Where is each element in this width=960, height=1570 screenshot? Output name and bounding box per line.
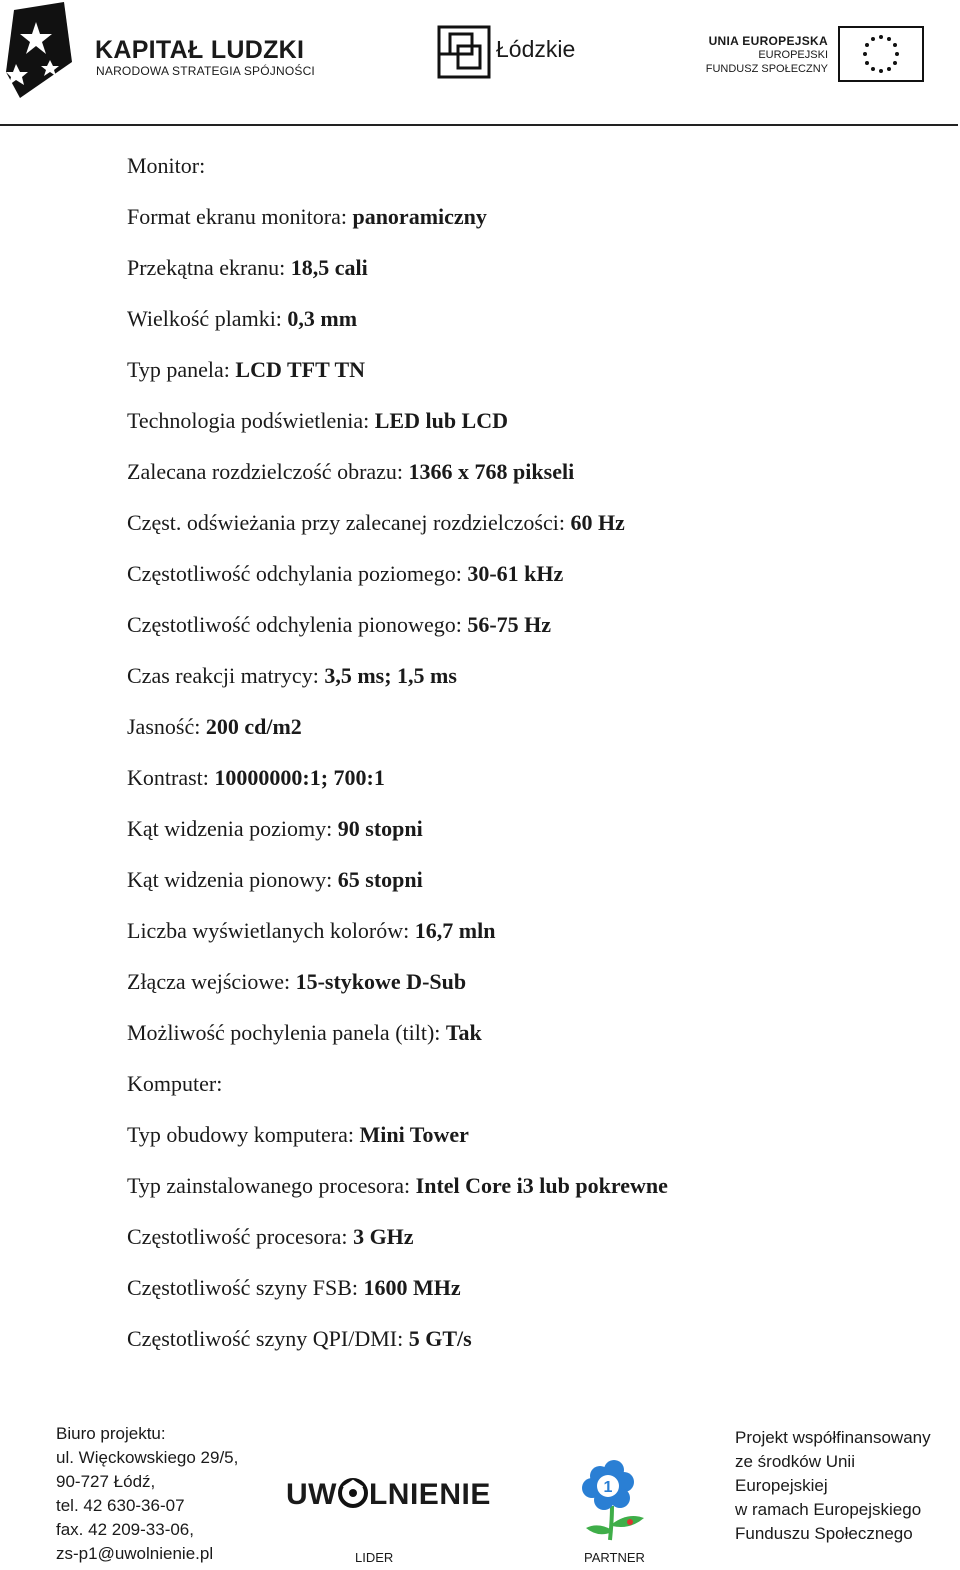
spec-row — [127, 1068, 668, 1119]
spec-label: Częstotliwość odchylenia pionowego: — [127, 612, 468, 637]
spec-value: 10000000:1; 700:1 — [214, 765, 385, 790]
office-address — [56, 1422, 238, 1566]
spec-row — [127, 456, 668, 507]
spec-row — [127, 1272, 668, 1323]
uwolnienie-o-icon — [338, 1478, 368, 1508]
spec-value: 3 GHz — [353, 1224, 414, 1249]
spec-row — [127, 966, 668, 1017]
spec-value: Mini Tower — [359, 1122, 469, 1147]
spec-row — [127, 150, 668, 201]
spec-value: 1600 MHz — [363, 1275, 461, 1300]
spec-value: Tak — [445, 1020, 482, 1045]
spec-row — [127, 252, 668, 303]
spec-value: 18,5 cali — [290, 255, 368, 280]
spec-row — [127, 405, 668, 456]
cofinance-line: w ramach Europejskiego — [735, 1500, 922, 1519]
uwolnienie-logo-part1: UW — [286, 1478, 337, 1511]
spec-label: Format ekranu monitora: — [127, 204, 353, 229]
cofinance-line: Funduszu Społecznego — [735, 1524, 913, 1543]
spec-label: Komputer: — [127, 1071, 223, 1096]
spec-label: Częst. odświeżania przy zalecanej rozdzielczości: — [127, 510, 571, 535]
spec-row — [127, 507, 668, 558]
uwolnienie-logo-part2: LNIENIE — [368, 1478, 491, 1511]
spec-label: Typ obudowy komputera: — [127, 1122, 360, 1147]
spec-label: Liczba wyświetlanych kolorów: — [127, 918, 415, 943]
spec-value: LED lub LCD — [374, 408, 509, 433]
spec-row — [127, 660, 668, 711]
spec-row — [127, 864, 668, 915]
spec-label: Typ zainstalowanego procesora: — [127, 1173, 416, 1198]
partner-flower-logo-icon — [572, 1460, 654, 1548]
office-line: ul. Więckowskiego 29/5, — [56, 1448, 239, 1467]
eu-flag-icon — [838, 26, 924, 82]
eu-line-fund: EUROPEJSKI — [758, 49, 828, 61]
spec-row — [127, 1119, 668, 1170]
page-footer — [0, 1420, 960, 1570]
spec-label: Kontrast: — [127, 765, 215, 790]
office-line: tel. 42 630-36-07 — [56, 1496, 185, 1515]
spec-label: Kąt widzenia poziomy: — [127, 816, 338, 841]
cofinance-line: Europejskiej — [735, 1476, 828, 1495]
uwolnienie-logo — [286, 1478, 491, 1512]
spec-label: Czas reakcji matrycy: — [127, 663, 325, 688]
spec-row — [127, 915, 668, 966]
kapital-ludzki-logo-icon — [6, 2, 72, 100]
cofinance-line: Projekt współfinansowany — [735, 1428, 931, 1447]
cofinance-line: ze środków Unii — [735, 1452, 855, 1471]
eu-line-social: FUNDUSZ SPOŁECZNY — [705, 63, 828, 75]
spec-label: Częstotliwość szyny FSB: — [127, 1275, 364, 1300]
kapital-ludzki-title: KAPITAŁ LUDZKI — [95, 36, 305, 64]
spec-label: Możliwość pochylenia panela (tilt): — [127, 1020, 446, 1045]
spec-label: Częstotliwość odchylania poziomego: — [127, 561, 468, 586]
spec-value: Intel Core i3 lub pokrewne — [415, 1173, 668, 1198]
eu-text-block — [706, 34, 828, 76]
lider-label: LIDER — [355, 1550, 394, 1565]
spec-value: panoramiczny — [352, 204, 487, 229]
spec-row — [127, 558, 668, 609]
office-line: 90-727 Łódź, — [56, 1472, 156, 1491]
spec-row — [127, 201, 668, 252]
spec-row — [127, 1170, 668, 1221]
spec-list — [127, 150, 668, 1374]
spec-value: 65 stopni — [337, 867, 423, 892]
page-header — [0, 0, 960, 126]
lodzkie-logo-icon — [436, 24, 492, 80]
spec-label: Kąt widzenia pionowy: — [127, 867, 338, 892]
spec-label: Typ panela: — [127, 357, 236, 382]
spec-value: 16,7 mln — [414, 918, 496, 943]
spec-label: Złącza wejściowe: — [127, 969, 296, 994]
spec-value: 1366 x 768 pikseli — [408, 459, 575, 484]
spec-value: 3,5 ms; 1,5 ms — [324, 663, 457, 688]
spec-row — [127, 609, 668, 660]
office-line: fax. 42 209-33-06, — [56, 1520, 194, 1539]
kapital-ludzki-subtitle: NARODOWA STRATEGIA SPÓJNOŚCI — [96, 64, 315, 78]
spec-row — [127, 1017, 668, 1068]
spec-label: Technologia podświetlenia: — [127, 408, 375, 433]
spec-value: 56-75 Hz — [467, 612, 552, 637]
spec-value: 60 Hz — [570, 510, 625, 535]
spec-value: 30-61 kHz — [467, 561, 564, 586]
spec-row — [127, 813, 668, 864]
spec-value: 0,3 mm — [287, 306, 358, 331]
partner-badge-number: 1 — [603, 1479, 613, 1496]
spec-row — [127, 354, 668, 405]
cofinance-statement — [735, 1426, 931, 1546]
partner-label: PARTNER — [584, 1550, 645, 1565]
spec-row — [127, 711, 668, 762]
spec-label: Częstotliwość procesora: — [127, 1224, 354, 1249]
spec-row — [127, 303, 668, 354]
office-line: Biuro projektu: — [56, 1424, 166, 1443]
spec-value: LCD TFT TN — [235, 357, 366, 382]
office-line: zs-p1@uwolnienie.pl — [56, 1544, 214, 1563]
spec-value: 5 GT/s — [408, 1326, 472, 1351]
eu-line-union: UNIA EUROPEJSKA — [708, 34, 828, 48]
spec-value: 200 cd/m2 — [205, 714, 302, 739]
spec-value: 15-stykowe D-Sub — [295, 969, 467, 994]
spec-label: Częstotliwość szyny QPI/DMI: — [127, 1326, 409, 1351]
header-divider — [0, 124, 958, 126]
spec-label: Jasność: — [127, 714, 206, 739]
spec-row — [127, 1221, 668, 1272]
lodzkie-name: Łódzkie — [496, 36, 576, 62]
spec-label: Przekątna ekranu: — [127, 255, 291, 280]
spec-value: 90 stopni — [337, 816, 423, 841]
spec-label: Zalecana rozdzielczość obrazu: — [127, 459, 409, 484]
spec-row — [127, 762, 668, 813]
spec-label: Monitor: — [127, 153, 206, 178]
spec-row — [127, 1323, 668, 1374]
spec-label: Wielkość plamki: — [127, 306, 288, 331]
